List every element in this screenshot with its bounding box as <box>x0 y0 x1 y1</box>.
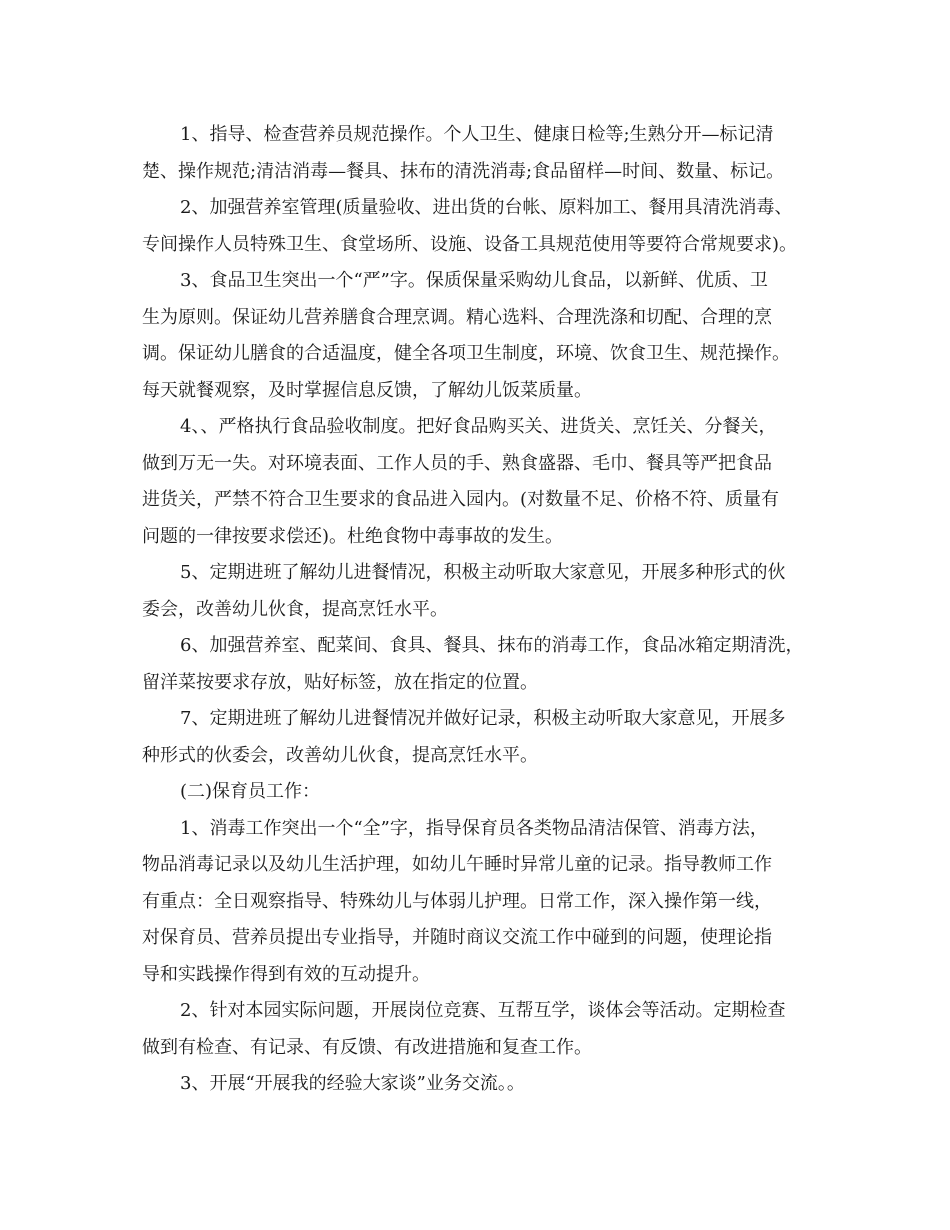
paragraph-care-item-1 <box>142 811 812 994</box>
text-line: 1、消毒工作突出一个“全”字，指导保育员各类物品清洁保管、消毒方法， <box>180 817 768 839</box>
text-line: 2、加强营养室管理(质量验收、进出货的台帐、原料加工、餐用具清洗消毒、 <box>180 197 793 218</box>
paragraph-item-4 <box>142 409 812 555</box>
text-line: (二)保育员工作： <box>180 781 321 802</box>
text-line: 2、针对本园实际问题，开展岗位竞赛、互帮互学，谈体会等活动。定期检查 <box>180 1000 786 1021</box>
text-line: 有重点：全日观察指导、特殊幼儿与体弱儿护理。日常工作，深入操作第一线， <box>142 890 772 912</box>
paragraph-item-5 <box>142 555 812 628</box>
text-line: 对保育员、营养员提出专业指导，并随时商议交流工作中碰到的问题，使理论指 <box>142 927 772 948</box>
text-line: 3、食品卫生突出一个“严”字。保质保量采购幼儿食品，以新鲜、优质、卫 <box>180 270 768 291</box>
text-line: 楚、操作规范;清洁消毒—餐具、抹布的清洗消毒;食品留样—时间、数量、标记。 <box>142 160 785 182</box>
paragraph-item-7 <box>142 701 812 774</box>
paragraph-care-item-3 <box>142 1066 812 1103</box>
text-line: 委会，改善幼儿伙食，提高烹饪水平。 <box>142 598 448 620</box>
text-line: 6、加强营养室、配菜间、食具、餐具、抹布的消毒工作，食品冰箱定期清洗， <box>180 635 804 656</box>
text-line: 生为原则。保证幼儿营养膳食合理烹调。精心选料、合理洗涤和切配、合理的烹 <box>142 306 772 328</box>
paragraph-item-6 <box>142 628 812 701</box>
paragraph-care-item-2 <box>142 993 812 1066</box>
text-line: 问题的一律按要求偿还)。杜绝食物中毒事故的发生。 <box>142 525 564 547</box>
text-line: 1、指导、检查营养员规范操作。个人卫生、健康日检等;生熟分开—标记清 <box>180 124 774 145</box>
text-line: 种形式的伙委会，改善幼儿伙食，提高烹饪水平。 <box>142 744 538 766</box>
text-line: 留洋菜按要求存放，贴好标签，放在指定的位置。 <box>142 671 538 693</box>
text-line: 导和实践操作得到有效的互动提升。 <box>142 963 430 985</box>
text-line: 4、、严格执行食品验收制度。把好食品购买关、进货关、烹饪关、分餐关， <box>180 416 777 437</box>
paragraph-item-1 <box>142 117 812 190</box>
text-line: 专间操作人员特殊卫生、食堂场所、设施、设备工具规范使用等要符合常规要求)。 <box>142 233 798 255</box>
text-line: 每天就餐观察，及时掌握信息反馈，了解幼儿饭菜质量。 <box>142 379 592 401</box>
text-line: 进货关，严禁不符合卫生要求的食品进入园内。(对数量不足、价格不符、质量有 <box>142 489 780 510</box>
text-line: 调。保证幼儿膳食的合适温度，健全各项卫生制度，环境、饮食卫生、规范操作。 <box>142 343 790 364</box>
text-line: 3、开展“开展我的经验大家谈”业务交流。。 <box>180 1073 525 1094</box>
document-body <box>142 117 812 1103</box>
text-line: 5、定期进班了解幼儿进餐情况，积极主动听取大家意见，开展多种形式的伙 <box>180 562 786 583</box>
text-line: 做到有检查、有记录、有反馈、有改进措施和复查工作。 <box>142 1036 592 1058</box>
paragraph-item-2 <box>142 190 812 263</box>
text-line: 7、定期进班了解幼儿进餐情况并做好记录，积极主动听取大家意见，开展多 <box>180 708 786 729</box>
text-line: 做到万无一失。对环境表面、工作人员的手、熟食盛器、毛巾、餐具等严把食品 <box>142 452 772 474</box>
text-line: 物品消毒记录以及幼儿生活护理，如幼儿午睡时异常儿童的记录。指导教师工作 <box>142 854 772 875</box>
paragraph-section-2-heading <box>142 774 812 811</box>
paragraph-item-3 <box>142 263 812 409</box>
